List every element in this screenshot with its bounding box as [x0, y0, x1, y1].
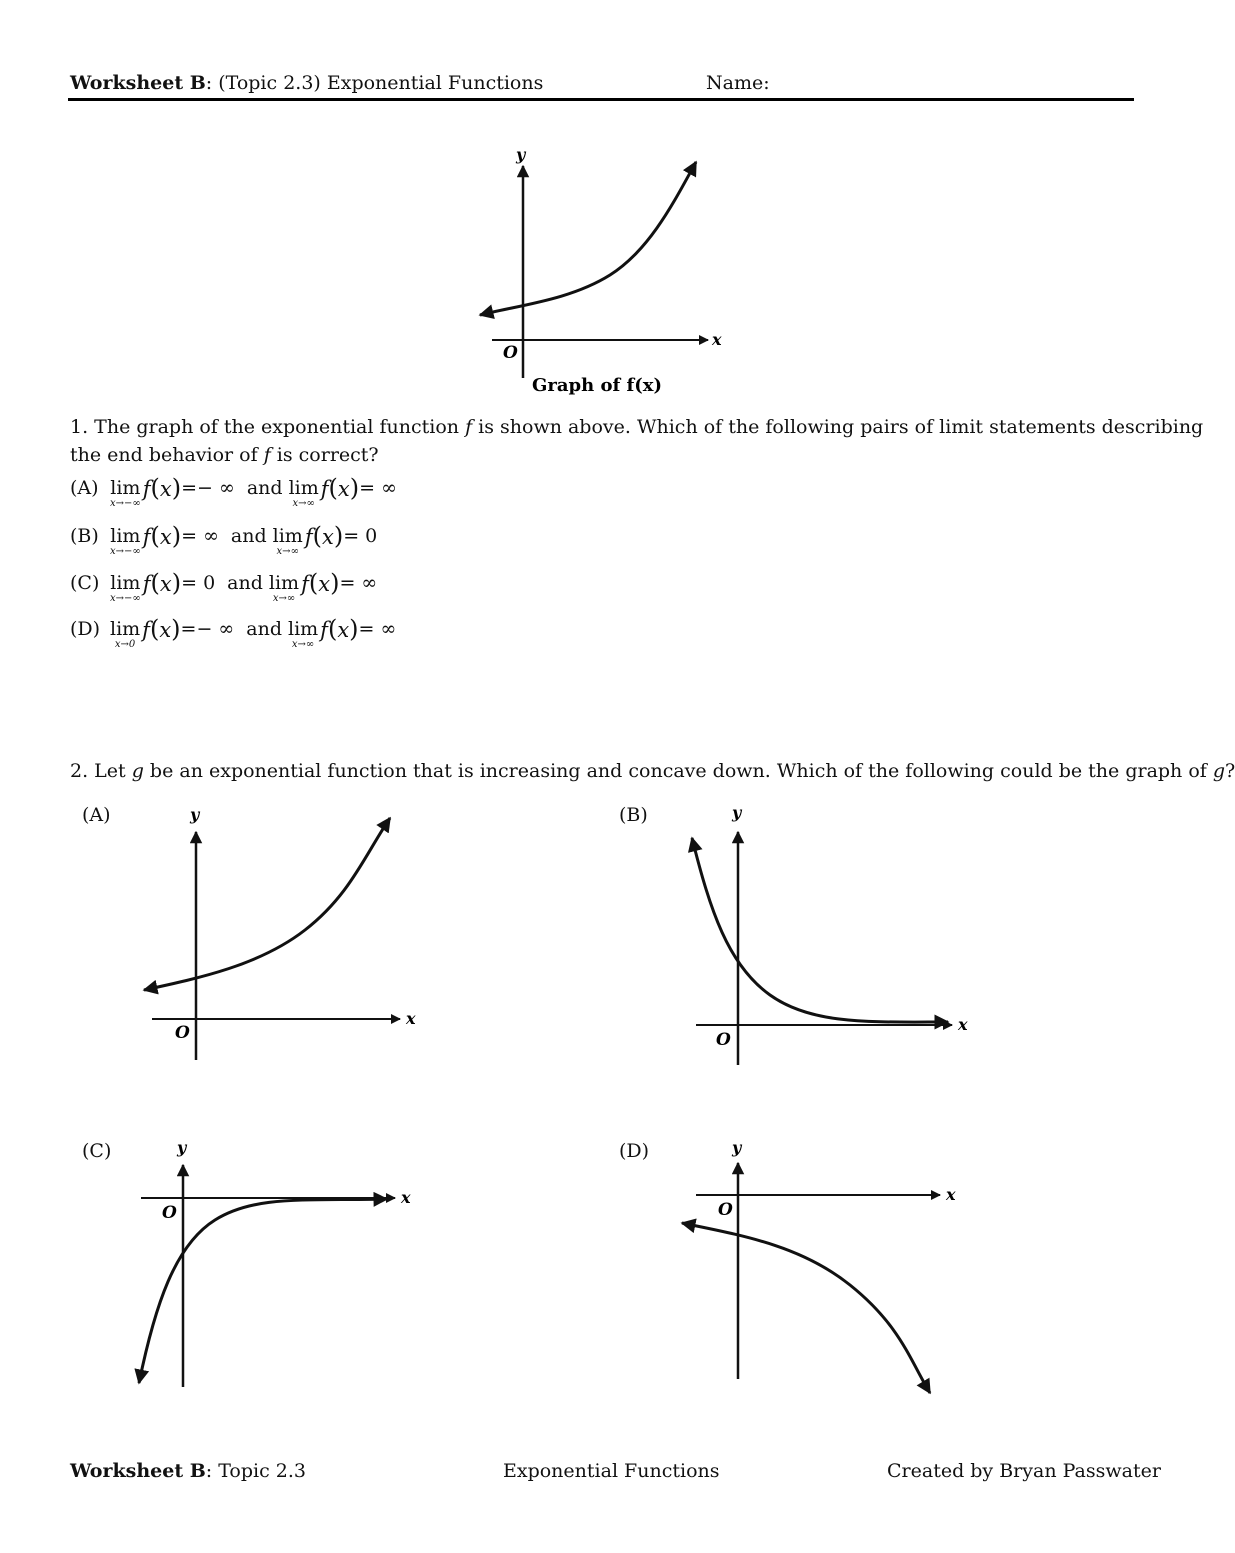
d-y-label: y [732, 1138, 742, 1157]
q1-text-d: is correct? [270, 444, 379, 466]
lim-subscript: x→∞ [291, 639, 315, 650]
q2-text-b: be an exponential function that is increasing and concave down. Which of the following could be the graph of [143, 760, 1213, 782]
d-curve [682, 1223, 930, 1393]
q2-g-1: g [131, 760, 144, 782]
graph-of-f [460, 140, 760, 400]
limit-value: =− ∞ [181, 477, 235, 499]
limit-value: = 0 [343, 525, 378, 547]
q1-f-1: f [465, 416, 473, 438]
q2-option-a-label[interactable]: (A) [82, 804, 111, 826]
choice-label: (D) [70, 618, 101, 640]
footer-right: Created by Bryan Passwater [887, 1460, 1161, 1482]
lim-word: lim [272, 525, 303, 547]
b-origin-label: O [716, 1030, 731, 1050]
lim-subscript: x→−∞ [110, 593, 141, 604]
d-x-label: x [946, 1185, 956, 1204]
worksheet-title-rest: : (Topic 2.3) Exponential Functions [205, 72, 544, 94]
a-y-label: y [190, 805, 200, 824]
d-origin-label: O [718, 1200, 733, 1220]
q2-text-c: ? [1225, 760, 1235, 782]
q2-option-d-label[interactable]: (D) [619, 1140, 650, 1162]
f-x-label: x [712, 330, 722, 349]
lim-word: lim [110, 618, 141, 640]
choice-label: (C) [70, 572, 100, 594]
footer-left [70, 1460, 306, 1482]
lim-subscript: x→∞ [292, 498, 315, 509]
q2-option-c-label[interactable]: (C) [82, 1140, 112, 1162]
f-y-label: y [516, 145, 526, 164]
lim-word: lim [110, 477, 141, 499]
limit-value: = ∞ [359, 477, 397, 499]
b-x-label: x [958, 1015, 968, 1034]
q1-text-b: is shown above. Which of the following pairs of limit statements describing [472, 416, 1204, 438]
q1-text-a: 1. The graph of the exponential function [70, 416, 466, 438]
b-y-label: y [732, 803, 742, 822]
lim-word: lim [268, 572, 300, 594]
lim-subscript: x→0 [114, 639, 136, 650]
a-curve [144, 818, 390, 990]
q2-option-b-label[interactable]: (B) [619, 804, 648, 826]
lim-word: lim [110, 525, 141, 547]
choice-label: (B) [70, 525, 99, 547]
and-word: and [227, 572, 263, 594]
f-origin-label: O [503, 343, 518, 363]
limit-value: = ∞ [181, 525, 219, 547]
limit-value: = 0 [181, 572, 216, 594]
q1-f-2: f [263, 444, 271, 466]
and-word: and [246, 618, 282, 640]
q1-text-c: the end behavior of [70, 444, 264, 466]
lim-subscript: x→−∞ [110, 546, 141, 557]
c-x-label: x [401, 1188, 411, 1207]
c-origin-label: O [162, 1203, 177, 1223]
q2-g-2: g [1212, 760, 1226, 782]
f-curve [480, 162, 696, 315]
lim-subscript: x→∞ [276, 546, 299, 557]
c-y-label: y [177, 1138, 187, 1157]
worksheet-title-bold: Worksheet B [70, 72, 206, 94]
limit-value: =− ∞ [180, 618, 235, 640]
footer-left-bold: Worksheet B [70, 1460, 206, 1482]
worksheet-title [70, 72, 543, 94]
b-curve [692, 838, 948, 1022]
lim-subscript: x→−∞ [110, 498, 141, 509]
lim-word: lim [288, 477, 319, 499]
q2-text [70, 757, 1235, 785]
q2-option-b-graph[interactable] [670, 800, 990, 1070]
header-rule [68, 98, 1134, 101]
and-word: and [246, 477, 283, 499]
and-word: and [230, 525, 267, 547]
lim-subscript: x→∞ [272, 593, 296, 604]
footer-center: Exponential Functions [503, 1460, 720, 1482]
lim-word: lim [288, 618, 319, 640]
lim-word: lim [110, 572, 141, 594]
q2-option-d-graph[interactable] [670, 1135, 980, 1405]
q2-option-a-graph[interactable] [130, 800, 430, 1070]
name-label: Name: [706, 72, 770, 94]
a-x-label: x [406, 1009, 416, 1028]
q1-line1 [70, 413, 1203, 441]
f-caption: Graph of f(x) [532, 375, 662, 396]
q2-option-c-graph[interactable] [125, 1135, 425, 1395]
a-origin-label: O [175, 1023, 190, 1043]
q2-text-a: 2. Let [70, 760, 132, 782]
footer-left-rest: : Topic 2.3 [205, 1460, 306, 1482]
limit-value: = ∞ [339, 572, 378, 594]
choice-label: (A) [70, 477, 99, 499]
q1-line2 [70, 441, 379, 469]
limit-value: = ∞ [358, 618, 397, 640]
c-curve [139, 1199, 387, 1383]
